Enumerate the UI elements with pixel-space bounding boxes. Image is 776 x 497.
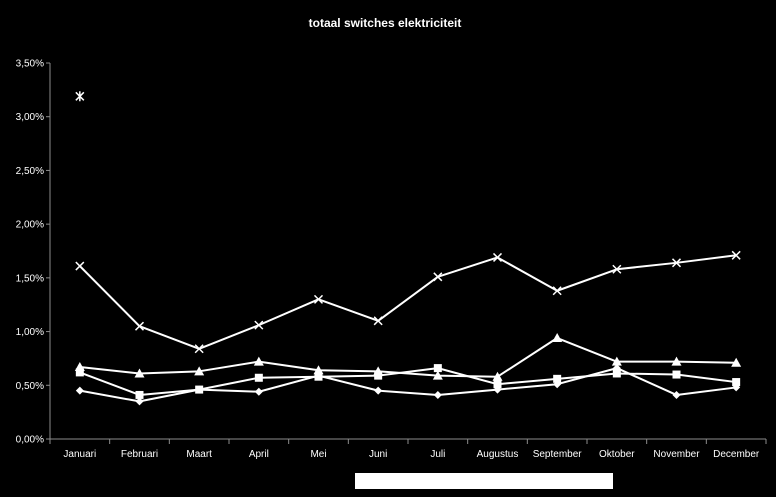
y-tick-label: 0,50%	[15, 380, 44, 392]
data-point	[613, 369, 621, 377]
x-tick-label: Oktober	[599, 449, 635, 460]
chart-title: totaal switches elektriciteit	[308, 16, 462, 30]
y-tick-label: 2,50%	[15, 165, 44, 177]
series-1	[76, 364, 740, 405]
x-tick-label: Augustus	[476, 449, 519, 460]
x-axis-ticks	[50, 439, 766, 460]
x-tick-label: September	[532, 449, 582, 460]
data-point	[434, 391, 442, 399]
data-point	[374, 387, 382, 395]
axes	[50, 63, 766, 439]
x-tick-label: Juli	[430, 449, 446, 460]
series-group	[75, 91, 741, 405]
series-5	[76, 91, 84, 101]
y-axis-ticks	[16, 59, 50, 446]
data-point	[136, 391, 144, 399]
x-tick-label: Mei	[310, 449, 327, 460]
x-tick-label: December	[713, 449, 760, 460]
x-tick-label: November	[653, 449, 700, 460]
y-tick-label: 2,00%	[15, 219, 44, 231]
series-4	[76, 251, 740, 352]
data-point	[494, 380, 502, 388]
data-point	[255, 321, 263, 329]
y-tick-label: 3,00%	[15, 112, 44, 124]
series-line	[80, 255, 736, 348]
legend-box	[355, 473, 613, 489]
data-point	[195, 386, 203, 394]
y-tick-label: 3,50%	[15, 58, 44, 70]
x-tick-label: April	[248, 449, 269, 460]
data-point	[76, 262, 84, 270]
y-tick-label: 0,00%	[15, 434, 44, 446]
data-point	[76, 387, 84, 395]
y-tick-label: 1,50%	[15, 273, 44, 285]
data-point	[76, 91, 84, 101]
data-point	[552, 333, 562, 342]
data-point	[553, 375, 561, 383]
data-point	[255, 388, 263, 396]
x-tick-label: Januari	[63, 449, 97, 460]
x-tick-label: Maart	[186, 449, 212, 460]
data-point	[673, 391, 681, 399]
y-tick-label: 1,00%	[15, 327, 44, 339]
x-tick-label: Juni	[368, 449, 388, 460]
x-tick-label: Februari	[120, 449, 159, 460]
data-point	[732, 378, 740, 386]
data-point	[255, 374, 263, 382]
data-point	[673, 371, 681, 379]
